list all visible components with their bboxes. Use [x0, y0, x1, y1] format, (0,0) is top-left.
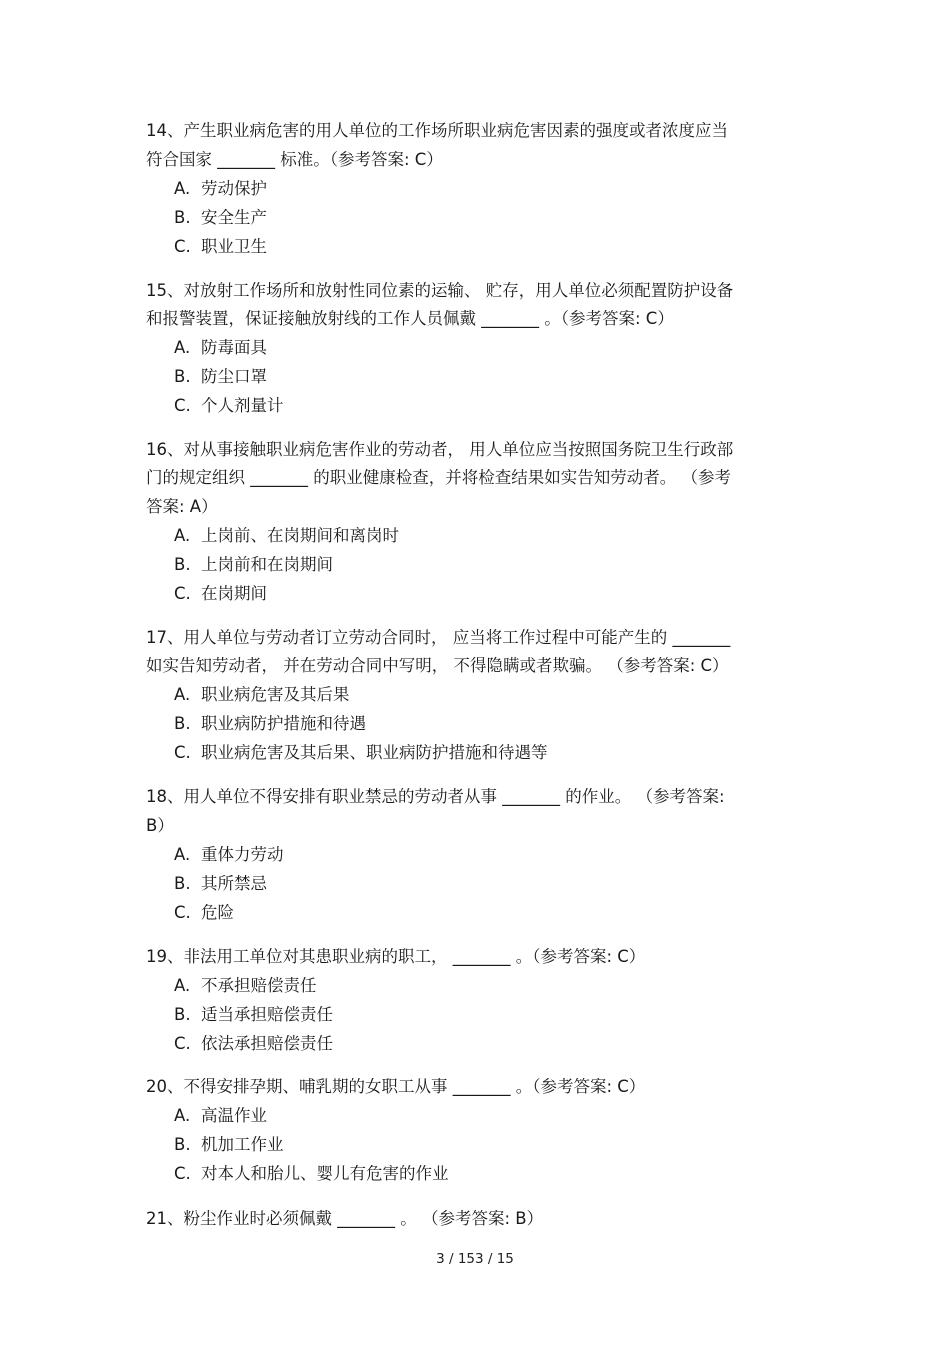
option-text: 职业卫生 [201, 237, 267, 256]
option-text: 机加工作业 [201, 1135, 284, 1154]
option-text: 职业病防护措施和待遇 [201, 714, 366, 733]
question-16-line-3: 答案: A） [146, 497, 218, 516]
question-16-option-c [174, 583, 267, 605]
option-letter: A. [174, 526, 191, 545]
option-letter: C. [174, 1034, 191, 1053]
option-letter: C. [174, 903, 191, 922]
option-letter: B. [174, 874, 191, 893]
question-17-option-b [174, 713, 366, 735]
option-text: 依法承担赔偿责任 [201, 1034, 333, 1053]
option-text: 上岗前、在岗期间和离岗时 [201, 526, 399, 545]
question-21-line-1: 21、粉尘作业时必须佩戴 _______ 。 （参考答案: B） [146, 1209, 544, 1228]
question-19-option-b [174, 1004, 333, 1026]
option-text: 适当承担赔偿责任 [201, 1005, 333, 1024]
question-15-line-2: 和报警装置，保证接触放射线的工作人员佩戴 _______ 。（参考答案: C） [146, 309, 674, 328]
question-19-line-1: 19、非法用工单位对其患职业病的职工， _______ 。（参考答案: C） [146, 947, 646, 966]
question-17-line-1: 17、用人单位与劳动者订立劳动合同时， 应当将工作过程中可能产生的 _______ [146, 628, 731, 647]
page-number: 3 / 153 / 15 [436, 1251, 514, 1267]
option-letter: C. [174, 743, 191, 762]
option-letter: A. [174, 845, 191, 864]
question-18-option-b [174, 873, 267, 895]
question-20-option-a [174, 1105, 267, 1127]
option-letter: A. [174, 976, 191, 995]
question-20-line-1: 20、不得安排孕期、哺乳期的女职工从事 _______ 。（参考答案: C） [146, 1077, 646, 1096]
option-letter: B. [174, 555, 191, 574]
option-text: 防尘口罩 [201, 367, 267, 386]
question-17-option-a [174, 684, 350, 706]
question-15-option-a [174, 337, 267, 359]
question-16-line-2: 门的规定组织 _______ 的职业健康检查，并将检查结果如实告知劳动者。 （参考 [146, 468, 731, 487]
option-letter: A. [174, 338, 191, 357]
question-15-option-c [174, 395, 284, 417]
question-14-option-c [174, 236, 267, 258]
question-17-option-c [174, 742, 548, 764]
option-letter: A. [174, 1106, 191, 1125]
question-20-option-b [174, 1134, 284, 1156]
option-text: 劳动保护 [201, 179, 267, 198]
question-14-option-a [174, 178, 267, 200]
option-text: 防毒面具 [201, 338, 267, 357]
question-14-line-2: 符合国家 _______ 标准。（参考答案: C） [146, 150, 443, 169]
question-15-line-1: 15、对放射工作场所和放射性同位素的运输、 贮存，用人单位必须配置防护设备 [146, 281, 734, 300]
option-letter: A. [174, 179, 191, 198]
question-14-line-1: 14、产生职业病危害的用人单位的工作场所职业病危害因素的强度或者浓度应当 [146, 121, 728, 140]
option-letter: C. [174, 584, 191, 603]
question-15-option-b [174, 366, 267, 388]
question-19-option-c [174, 1033, 333, 1055]
question-16-line-1: 16、对从事接触职业病危害作业的劳动者， 用人单位应当按照国务院卫生行政部 [146, 440, 734, 459]
option-text: 危险 [201, 903, 234, 922]
question-19-option-a [174, 975, 317, 997]
option-letter: B. [174, 1135, 191, 1154]
option-letter: B. [174, 208, 191, 227]
question-16-option-b [174, 554, 333, 576]
question-16-option-a [174, 525, 399, 547]
option-letter: B. [174, 1005, 191, 1024]
option-letter: B. [174, 714, 191, 733]
option-text: 其所禁忌 [201, 874, 267, 893]
question-18-option-a [174, 844, 284, 866]
question-14-option-b [174, 207, 267, 229]
question-18-option-c [174, 902, 234, 924]
option-letter: C. [174, 1164, 191, 1183]
option-text: 不承担赔偿责任 [201, 976, 317, 995]
question-18-line-1: 18、用人单位不得安排有职业禁忌的劳动者从事 _______ 的作业。 （参考答案: [146, 787, 725, 806]
option-text: 职业病危害及其后果、职业病防护措施和待遇等 [201, 743, 548, 762]
question-20-option-c [174, 1163, 449, 1185]
question-18-line-2: B） [146, 816, 174, 835]
question-17-line-2: 如实告知劳动者， 并在劳动合同中写明， 不得隐瞒或者欺骗。 （参考答案: C） [146, 656, 729, 675]
option-text: 上岗前和在岗期间 [201, 555, 333, 574]
option-letter: C. [174, 237, 191, 256]
option-text: 高温作业 [201, 1106, 267, 1125]
option-text: 职业病危害及其后果 [201, 685, 350, 704]
option-letter: B. [174, 367, 191, 386]
option-letter: C. [174, 396, 191, 415]
option-letter: A. [174, 685, 191, 704]
option-text: 个人剂量计 [201, 396, 284, 415]
option-text: 在岗期间 [201, 584, 267, 603]
option-text: 重体力劳动 [201, 845, 284, 864]
option-text: 对本人和胎儿、婴儿有危害的作业 [201, 1164, 449, 1183]
option-text: 安全生产 [201, 208, 267, 227]
